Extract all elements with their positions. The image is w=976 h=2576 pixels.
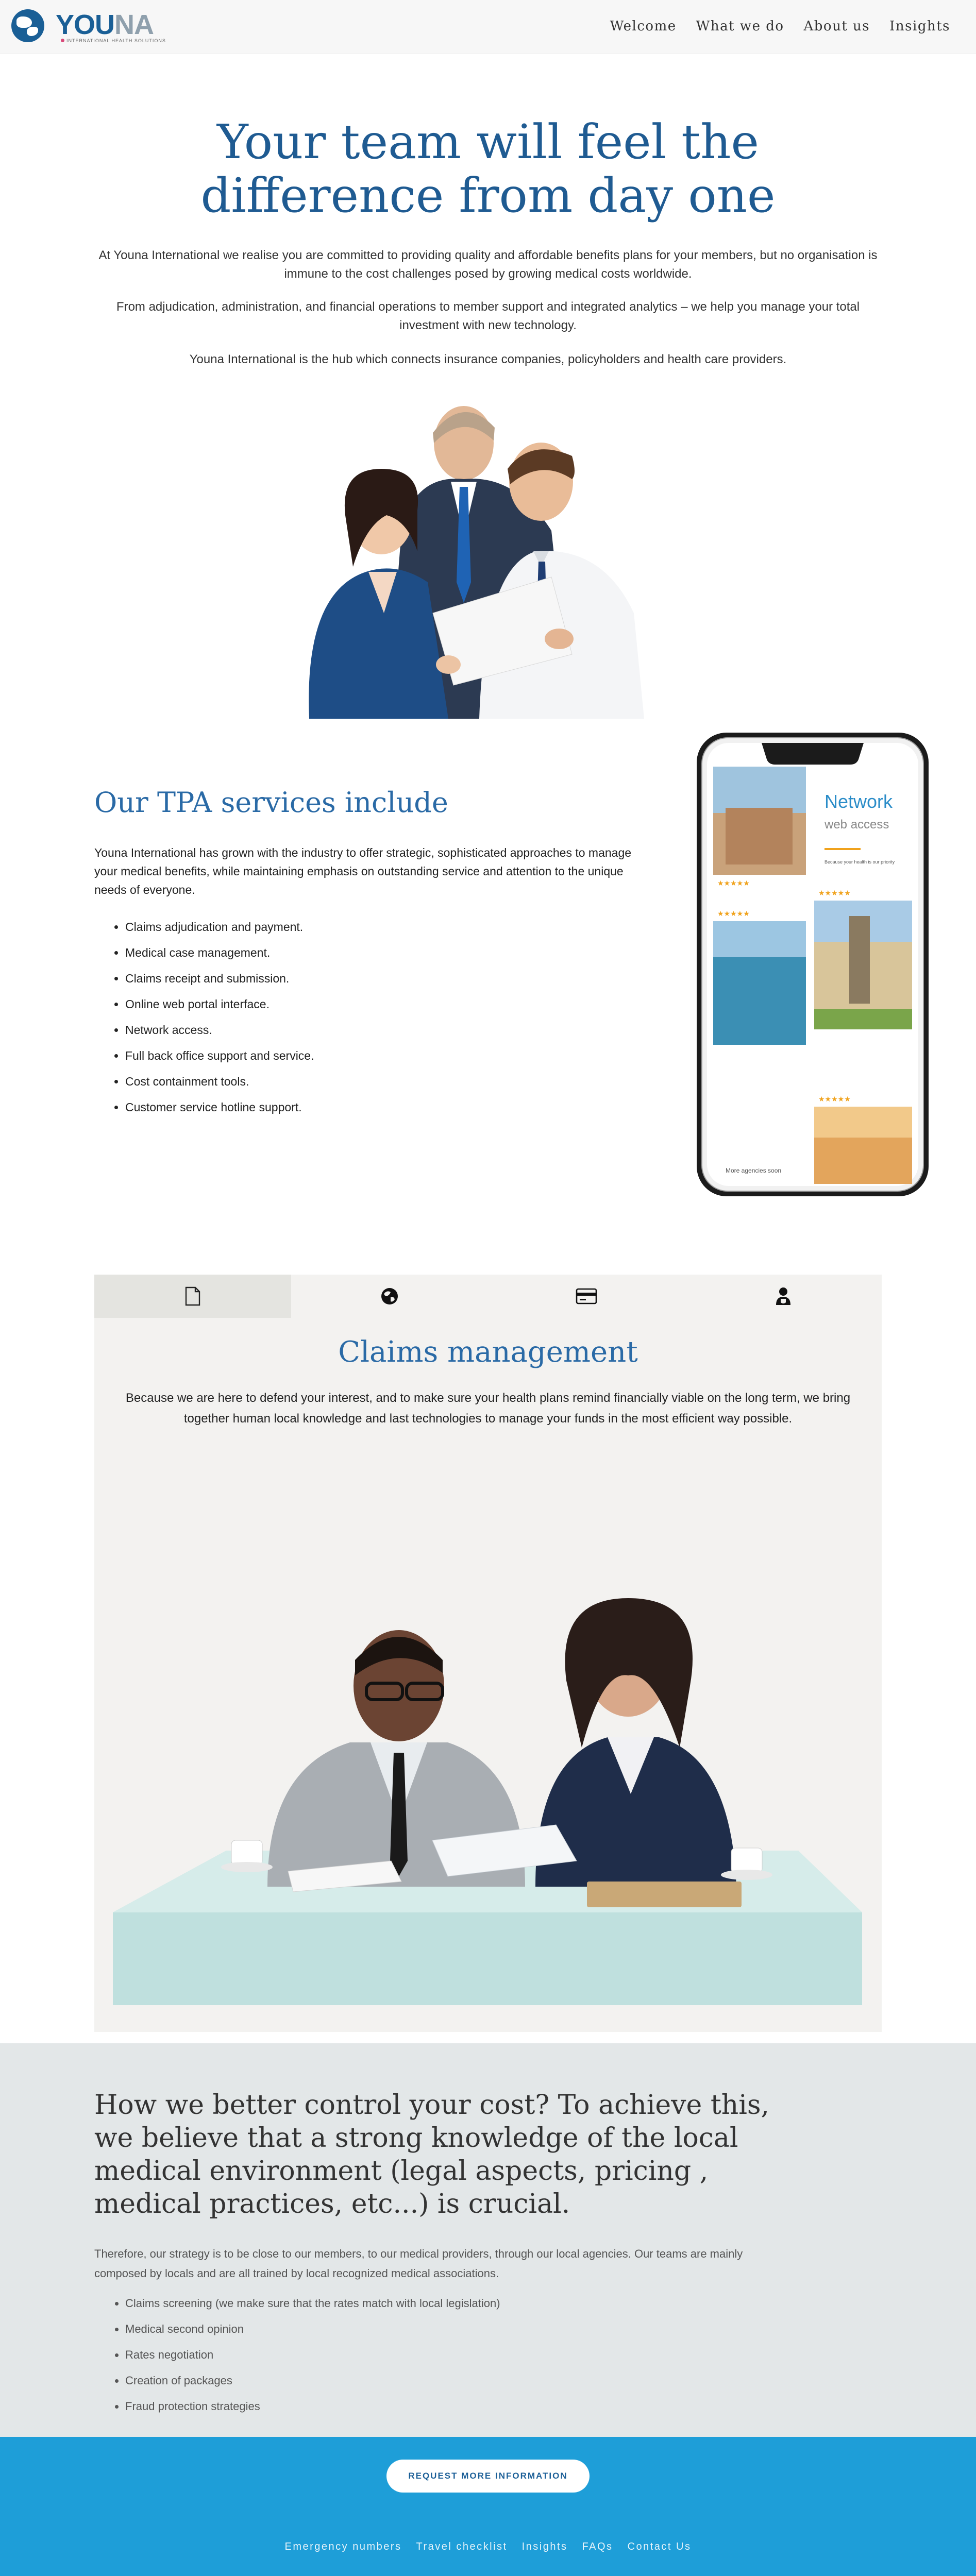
phone-network-subtitle: web access	[824, 818, 889, 832]
list-item: • Claims adjudication and payment.	[125, 914, 314, 940]
list-item: • Network access.	[125, 1017, 314, 1043]
logo-wordmark: YOUNA	[56, 9, 154, 40]
list-item: • Fraud protection strategies	[125, 2394, 500, 2419]
meeting-photo	[113, 1552, 862, 2005]
services-tabs-panel	[94, 1275, 882, 2032]
list-item: • Medical second opinion	[125, 2316, 500, 2342]
phone-caption: Because your health is our priority	[824, 859, 895, 865]
tab-network[interactable]	[291, 1275, 488, 1318]
list-item: • Creation of packages	[125, 2368, 500, 2394]
tpa-intro: Youna International has grown with the industry to offer strategic, sophisticated approaches to manage your medical benefits, while maintaining emphasis on outstanding service and attention to the unique needs of everyone.	[94, 846, 632, 896]
cost-paragraph: Therefore, our strategy is to be close to our members, to our medical providers, through our local agencies. Our teams are mainly composed by locals and are all trained by local recognized medical associations.	[94, 2247, 743, 2280]
footer-links	[0, 2541, 976, 2553]
main-nav	[610, 19, 950, 34]
tpa-title: Our TPA services include	[94, 786, 448, 819]
footer-link-emergency-numbers[interactable]: Emergency numbers	[284, 2541, 402, 2552]
phone-rating: ★★★★★	[717, 879, 750, 888]
footer-link-travel-checklist[interactable]: Travel checklist	[416, 2541, 508, 2552]
site-footer	[0, 2437, 976, 2576]
tab-payments[interactable]	[488, 1275, 685, 1318]
phone-network-title: Network	[824, 791, 893, 812]
team-photo	[263, 397, 711, 719]
list-item: • Medical case management.	[125, 940, 314, 965]
list-item: • Claims screening (we make sure that the rates match with local legislation)	[125, 2291, 500, 2316]
credit-card-icon	[576, 1288, 597, 1304]
request-info-button[interactable]: REQUEST MORE INFORMATION	[386, 2460, 590, 2493]
hero-title-line-1: Your team will feel the	[217, 114, 759, 170]
hero-paragraph: At Youna International we realise you are committed to providing quality and affordable benefits plans for your members, but no organisation is immune to the cost challenges posed by growing medical costs worldwide.	[98, 248, 878, 281]
site-header	[0, 0, 976, 54]
list-item: • Claims receipt and submission.	[125, 965, 314, 991]
phone-rating: ★★★★★	[717, 910, 750, 918]
cost-strategies-list	[125, 2291, 500, 2419]
user-shield-icon	[775, 1286, 792, 1306]
list-item: • Cost containment tools.	[125, 1069, 314, 1094]
footer-link-insights[interactable]: Insights	[521, 2541, 568, 2552]
phone-more-agencies: More agencies soon	[726, 1167, 782, 1174]
cost-title: How we better control your cost? To achieve this, we believe that a strong knowledge of the local medical environment (legal aspects, pricing , medical practices, etc...) is crucial.	[94, 2090, 770, 2219]
hero-title	[0, 115, 976, 223]
hero-paragraph: Youna International is the hub which connects insurance companies, policyholders and health care providers.	[189, 352, 787, 366]
globe-icon	[380, 1287, 399, 1306]
claims-title: Claims management	[338, 1335, 638, 1369]
nav-about-us[interactable]: About us	[803, 19, 870, 34]
globe-logo-icon	[11, 9, 44, 42]
tab-bar	[94, 1275, 882, 1318]
claims-description: Because we are here to defend your interest, and to make sure your health plans remind financially viable on the long term, we bring together human local knowledge and last technologies to manage your funds in the most efficient way possible.	[125, 1391, 851, 1426]
phone-mockup	[695, 731, 931, 1198]
list-item: • Full back office support and service.	[125, 1043, 314, 1069]
phone-rating: ★★★★★	[818, 889, 851, 897]
tab-claims[interactable]	[94, 1275, 291, 1318]
phone-rating: ★★★★★	[818, 1095, 851, 1104]
tab-support[interactable]	[685, 1275, 882, 1318]
nav-welcome[interactable]: Welcome	[610, 19, 677, 34]
hero-paragraph: From adjudication, administration, and financial operations to member support and integrated analytics – we help you manage your total investment with new technology.	[116, 300, 860, 332]
youna-logo[interactable]	[11, 7, 166, 44]
footer-link-faqs[interactable]: FAQs	[582, 2541, 613, 2552]
footer-link-contact-us[interactable]: Contact Us	[627, 2541, 692, 2552]
logo-tagline: INTERNATIONAL HEALTH SOLUTIONS	[61, 38, 166, 43]
list-item: • Rates negotiation	[125, 2342, 500, 2368]
list-item: • Customer service hotline support.	[125, 1094, 314, 1120]
document-icon	[184, 1286, 201, 1306]
nav-insights[interactable]: Insights	[889, 19, 950, 34]
hero-title-line-2: difference from day one	[200, 168, 776, 223]
tpa-services-list	[125, 914, 314, 1120]
list-item: • Online web portal interface.	[125, 991, 314, 1017]
cost-control-section	[0, 2043, 976, 2437]
nav-what-we-do[interactable]: What we do	[696, 19, 784, 34]
